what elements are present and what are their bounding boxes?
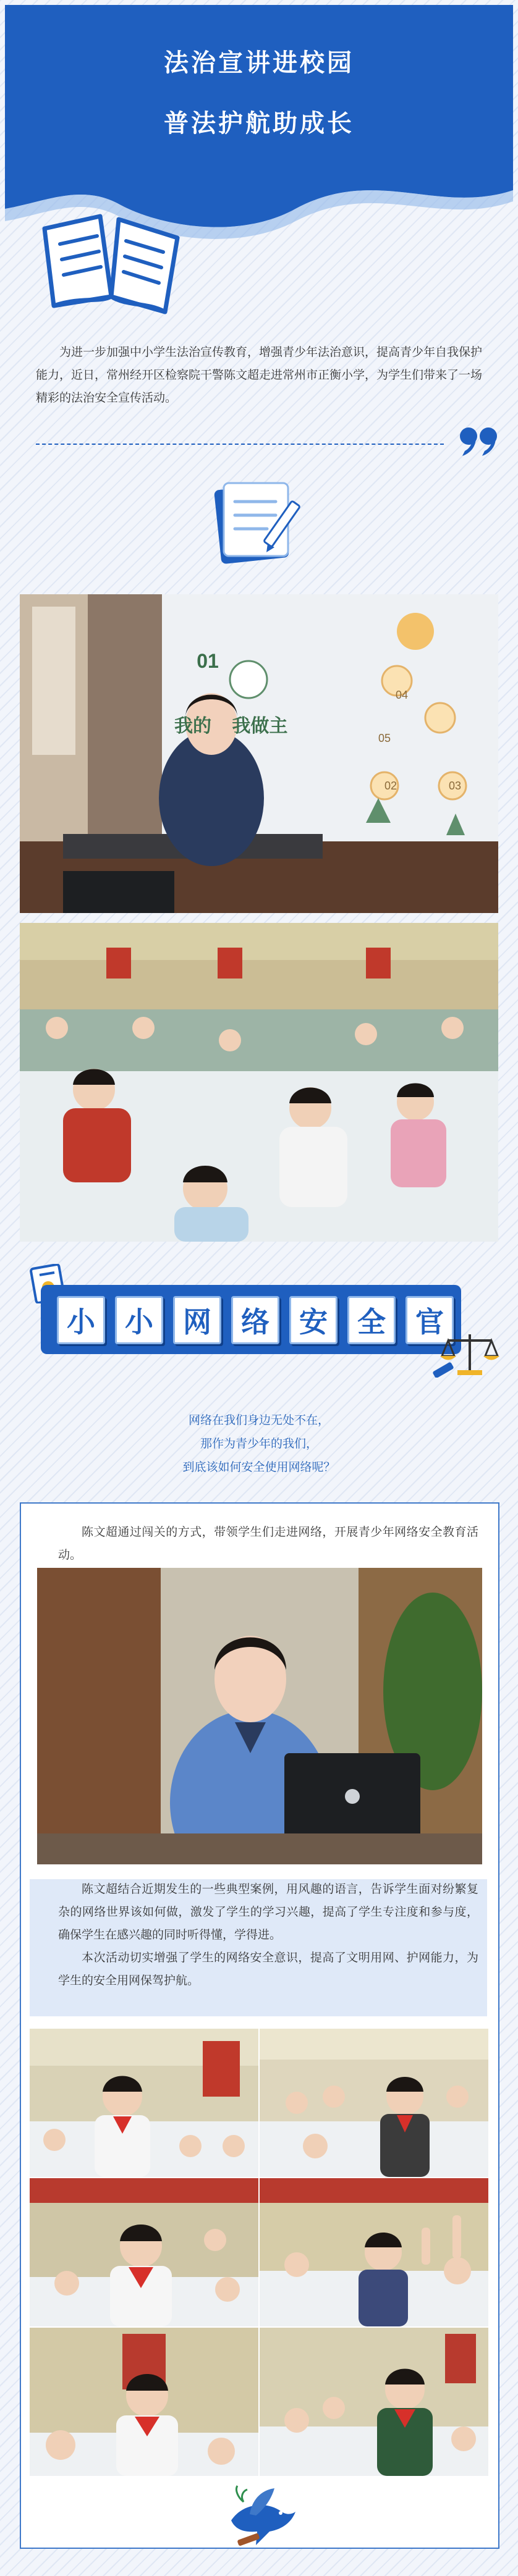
banner-char: 小 (57, 1296, 105, 1344)
box-paragraph-3: 本次活动切实增强了学生的网络安全意识，提高了文明用网、护网能力，为学生的安全用网保驾护航。 (58, 1951, 478, 1987)
page-title-line2: 普法护航助成长 (164, 109, 354, 138)
photo-grid-boy-red-scarf (30, 2178, 258, 2326)
quote-icon (459, 425, 502, 458)
photo-grid-hands-raised (260, 2178, 488, 2326)
photo-speaker-at-podium (20, 594, 498, 913)
banner-title (57, 1296, 454, 1344)
photo-student-audience (20, 923, 498, 1242)
slide-step-02: 02 (384, 780, 397, 792)
photo-grid-boy-standing (260, 2328, 488, 2476)
banner-char: 网 (173, 1296, 221, 1344)
intro-paragraph: 为进一步加强中小学生法治宣传教育，增强青少年法治意识，提高青少年自我保护能力，近日，常州经开区检察院干警陈文超走进常州市正衡小学，为学生们带来了一场精彩的法治安全宣传活动。 (36, 345, 483, 405)
banner-char: 小 (115, 1296, 163, 1344)
slide-step-05: 05 (378, 732, 391, 744)
notepad-pencil-icon (208, 474, 307, 567)
open-book-icon (32, 204, 187, 315)
dove-icon (219, 2483, 299, 2551)
photo-grid-boy-speaking (30, 2029, 258, 2177)
photo-grid-boy-discussing (30, 2328, 258, 2476)
poem-line-3: 到底该如何安全使用网络呢？ (182, 1460, 336, 1474)
photo-grid-girl-answering (260, 2029, 488, 2177)
banner-char: 络 (231, 1296, 279, 1344)
box-paragraph-2: 陈文超结合近期发生的一些典型案例，用风趣的语言，告诉学生面对纷繁复杂的网络世界该如何做，激发了学生的学习兴趣，提高了学生专注度和参与度，确保学生在感兴趣的同时听得懂，学得进。 (58, 1882, 478, 1942)
slide-step-01: 01 (197, 650, 219, 672)
poem-line-1: 网络在我们身边无处不在， (188, 1413, 329, 1427)
page-title-line1: 法治宣讲进校园 (164, 49, 354, 77)
box-paragraph-1: 陈文超通过闯关的方式，带领学生们走进网络，开展青少年网络安全教育活动。 (58, 1525, 478, 1562)
justice-scales-icon (433, 1328, 501, 1378)
photo-speaker-laptop (37, 1568, 482, 1864)
poem-line-2: 那作为青少年的我们， (200, 1437, 318, 1450)
slide-step-04: 04 (395, 689, 409, 701)
banner-char: 官 (405, 1296, 454, 1344)
slide-step-03: 03 (448, 780, 462, 792)
banner-char: 全 (347, 1296, 396, 1344)
slide-title: 我的 我做主 (174, 716, 288, 736)
banner-char: 安 (289, 1296, 338, 1344)
divider (36, 444, 444, 445)
